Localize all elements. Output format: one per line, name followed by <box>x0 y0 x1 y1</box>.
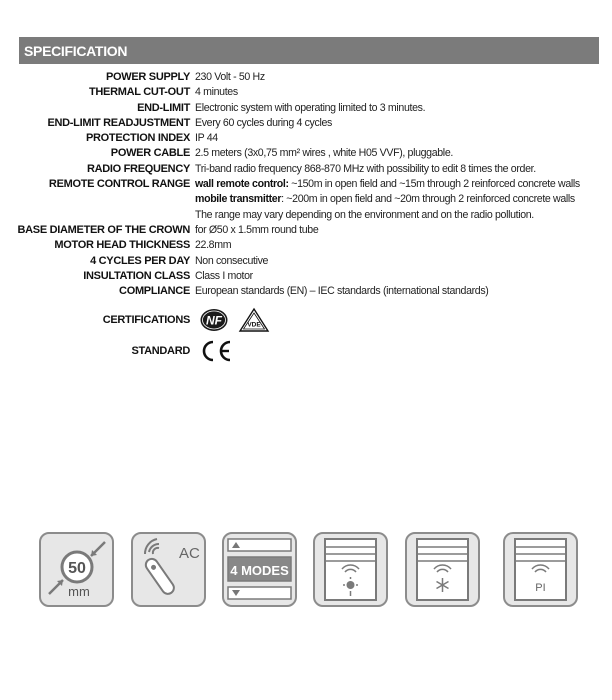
diameter-unit: mm <box>68 584 90 599</box>
vde-mark-text: VDE <box>247 321 261 329</box>
spec-label: POWER CABLE <box>110 147 190 160</box>
spec-label: END-LIMIT READJUSTMENT <box>47 116 190 129</box>
four-modes-icon <box>224 534 295 605</box>
certifications-label: CERTIFICATIONS <box>102 314 190 326</box>
spec-value: Every 60 cycles during 4 cycles <box>195 116 332 129</box>
spec-label: BASE DIAMETER OF THE CROWN <box>17 223 190 236</box>
spec-value: IP 44 <box>195 132 218 145</box>
mobile-transmitter-value: : ~200m in open field and ~20m through 2 reinforced concrete walls <box>281 193 575 206</box>
spec-value: 22.8mm <box>195 239 232 252</box>
spec-value: Electronic system with operating limited to 3 minutes. <box>195 101 426 114</box>
spec-value: Non consecutive <box>195 254 269 267</box>
tube-diameter-icon <box>41 534 112 605</box>
spec-label: INSULTATION CLASS <box>83 269 190 282</box>
spec-value: 2.5 meters (3x0,75 mm² wires , white H05 VVF), pluggable. <box>195 147 453 160</box>
spec-row <box>0 177 612 192</box>
pi-text: PI <box>535 582 546 594</box>
spec-row <box>0 223 612 238</box>
shutter-pi-tile <box>503 532 578 607</box>
spec-label: END-LIMIT <box>137 101 190 114</box>
remote-ac-text: AC <box>179 545 200 562</box>
spec-row <box>0 238 612 253</box>
section-title: SPECIFICATION <box>24 42 128 59</box>
spec-row <box>0 269 612 284</box>
shutter-sun-tile <box>313 532 388 607</box>
spec-value: European standards (EN) – IEC standards (international standards) <box>195 285 489 298</box>
remote-control-icon <box>133 534 204 605</box>
shutter-frost-sensor-icon <box>407 534 478 605</box>
spec-value: 230 Volt - 50 Hz <box>195 71 265 83</box>
wall-remote-value: ~150m in open field and ~15m through 2 reinforced concrete walls <box>288 178 580 191</box>
spec-row <box>0 116 612 131</box>
range-note: The range may vary depending on the environment and on the radio pollution. <box>195 208 534 221</box>
mobile-transmitter-label: mobile transmitter <box>195 193 282 206</box>
shutter-pi-icon <box>505 534 576 605</box>
spec-value <box>195 192 605 207</box>
spec-row <box>0 131 612 146</box>
spec-row <box>0 162 612 177</box>
spec-row <box>0 208 612 223</box>
shutter-sun-sensor-icon <box>315 534 386 605</box>
spec-value: Class I motor <box>195 269 253 282</box>
spec-label: MOTOR HEAD THICKNESS <box>54 239 190 252</box>
spec-row <box>0 284 612 299</box>
spec-row <box>0 70 612 85</box>
standard-label: STANDARD <box>131 345 190 357</box>
shutter-frost-tile <box>405 532 480 607</box>
spec-row <box>0 254 612 269</box>
four-modes-tile <box>222 532 297 607</box>
section-header <box>19 37 599 64</box>
spec-label: POWER SUPPLY <box>105 71 190 83</box>
certifications-row <box>0 307 612 333</box>
four-modes-text: 4 MODES <box>230 563 289 578</box>
spec-label: 4 CYCLES PER DAY <box>90 254 190 267</box>
spec-label: PROTECTION INDEX <box>86 132 190 145</box>
spec-label: THERMAL CUT-OUT <box>88 86 190 99</box>
spec-value: for Ø50 x 1.5mm round tube <box>195 223 319 236</box>
spec-table <box>0 70 612 299</box>
vde-mark-icon <box>238 307 270 333</box>
spec-row <box>0 85 612 100</box>
spec-row <box>0 146 612 161</box>
spec-label: RADIO FREQUENCY <box>86 162 190 175</box>
spec-value <box>195 177 605 192</box>
wall-remote-label: wall remote control: <box>195 178 289 191</box>
diameter-50mm-tile <box>39 532 114 607</box>
nf-mark-text: NF <box>206 313 222 328</box>
nf-mark-icon <box>199 307 229 333</box>
spec-row <box>0 101 612 116</box>
spec-value: 4 minutes <box>195 86 238 99</box>
diameter-value: 50 <box>68 560 86 577</box>
spec-label: COMPLIANCE <box>119 285 190 298</box>
spec-row <box>0 192 612 207</box>
standard-row <box>0 339 612 363</box>
remote-ac-tile <box>131 532 206 607</box>
spec-value: Tri-band radio frequency 868-870 MHz with possibility to edit 8 times the order. <box>195 162 536 175</box>
spec-label: REMOTE CONTROL RANGE <box>48 178 190 191</box>
ce-mark-icon <box>199 339 233 363</box>
